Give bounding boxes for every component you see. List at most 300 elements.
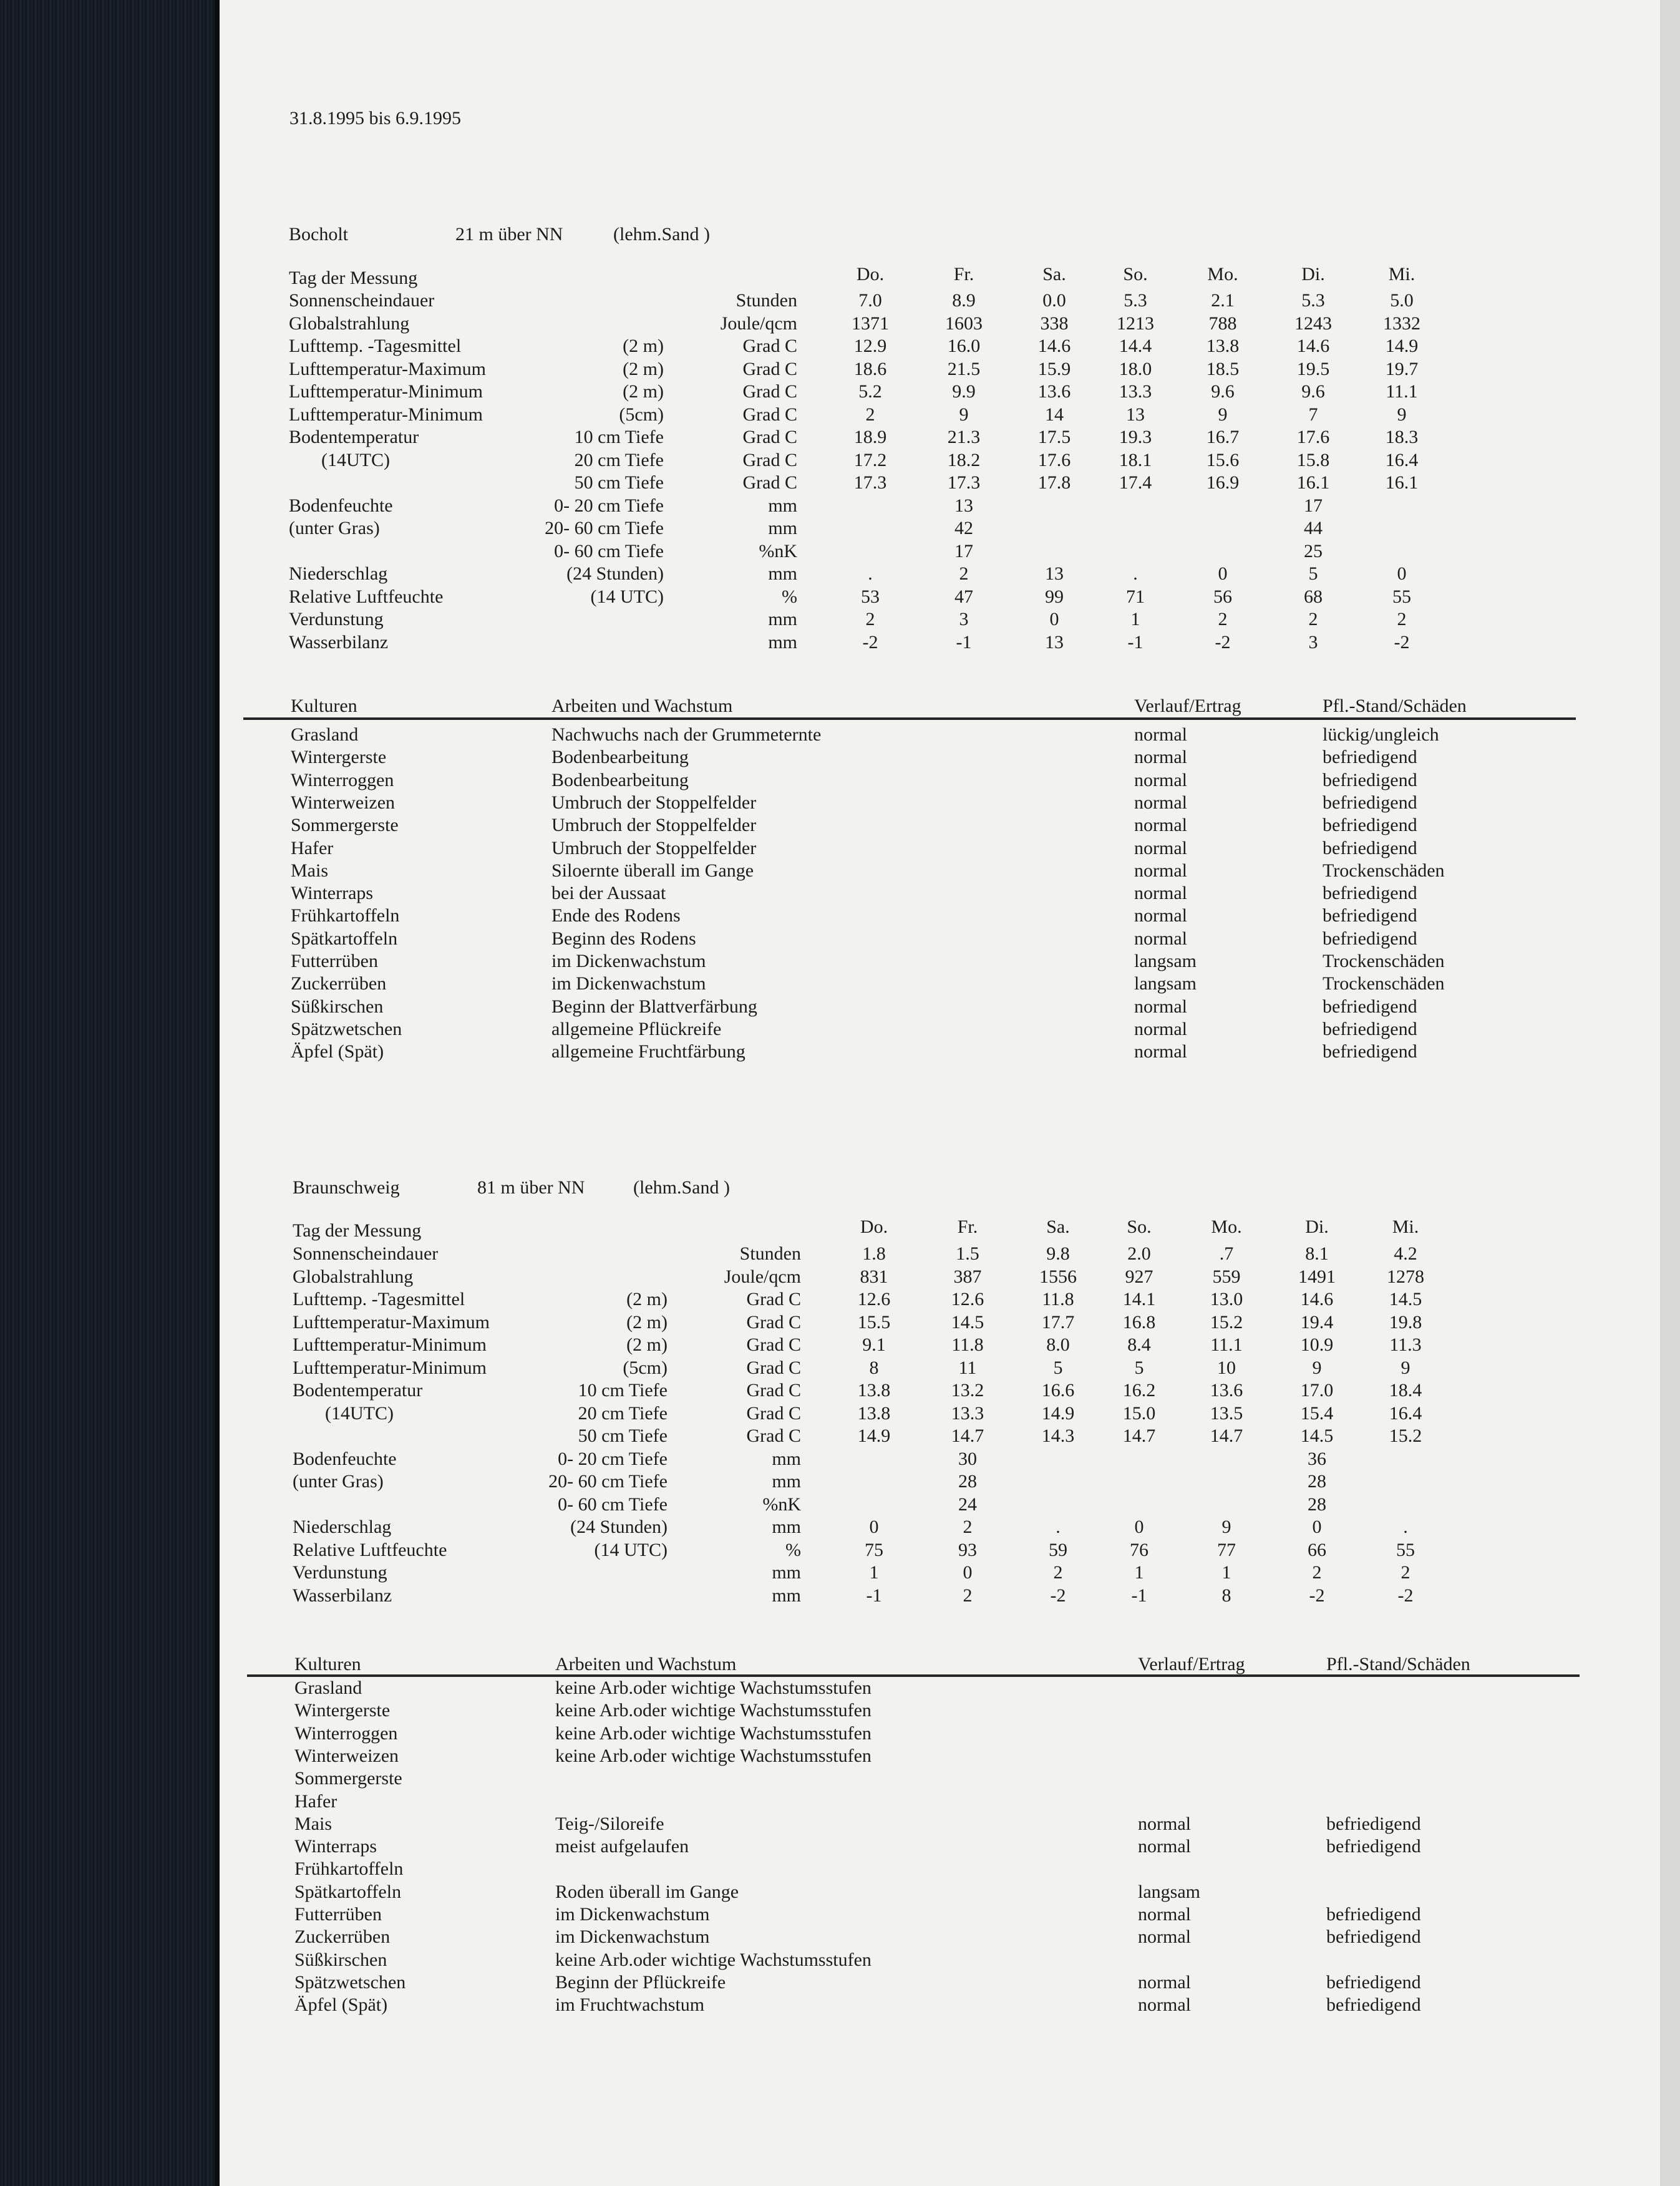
- measurement-unit: Grad C: [746, 1311, 801, 1333]
- crop-condition: befriedigend: [1323, 769, 1417, 790]
- crop-work-status: allgemeine Fruchtfärbung: [551, 1041, 745, 1062]
- measurement-label: Wasserbilanz: [293, 1585, 392, 1606]
- crop-name: Spätzwetschen: [291, 1018, 402, 1039]
- measurement-value: 16.8: [1122, 1311, 1156, 1333]
- crop-name: Wintergerste: [294, 1700, 391, 1721]
- crop-name: Winterraps: [294, 1836, 377, 1857]
- measurement-value: 927: [1125, 1266, 1153, 1287]
- measurement-sublabel: 20- 60 cm Tiefe: [548, 1471, 668, 1492]
- crop-work-status: keine Arb.oder wichtige Wachstumsstufen: [555, 1949, 872, 1970]
- scanner-dark-border: [0, 0, 220, 2186]
- crop-work-status: meist aufgelaufen: [555, 1836, 689, 1857]
- crop-condition: befriedigend: [1323, 928, 1417, 949]
- measurement-value: 13.3: [951, 1402, 984, 1424]
- crop-name: Frühkartoffeln: [294, 1858, 404, 1880]
- crop-condition: befriedigend: [1326, 1994, 1421, 2016]
- measurement-value: 12.6: [951, 1289, 984, 1309]
- measurement-unit: Grad C: [742, 449, 797, 470]
- measurement-value: 5.3: [1124, 290, 1147, 311]
- crop-work-status: Bodenbearbeitung: [551, 769, 689, 790]
- crop-course: normal: [1134, 792, 1187, 813]
- measurement-value: 9.9: [952, 381, 976, 402]
- measurement-value: 55: [1396, 1539, 1415, 1560]
- measurement-value: 25: [1304, 540, 1323, 561]
- crop-condition: befriedigend: [1323, 996, 1417, 1017]
- measurement-sublabel: 20- 60 cm Tiefe: [545, 518, 664, 538]
- date-range: 31.8.1995 bis 6.9.1995: [289, 108, 462, 129]
- measurement-label: Lufttemperatur-Maximum: [289, 358, 486, 379]
- measurement-label: Relative Luftfeuchte: [293, 1539, 447, 1560]
- measurement-value: 16.1: [1296, 472, 1330, 493]
- measurement-value: 5: [1308, 563, 1318, 584]
- measurement-unit: Grad C: [742, 472, 797, 493]
- measurement-unit: mm: [768, 563, 797, 584]
- crop-course: normal: [1134, 724, 1187, 745]
- measurement-value: 1332: [1383, 313, 1420, 334]
- measurement-label: Niederschlag: [293, 1517, 392, 1537]
- measurement-label: Bodentemperatur: [293, 1380, 423, 1401]
- measurement-label: Bodenfeuchte: [289, 495, 393, 516]
- crop-name: Spätzwetschen: [294, 1971, 406, 1993]
- crop-table-header: Kulturen: [294, 1654, 361, 1674]
- crop-condition: befriedigend: [1323, 815, 1417, 836]
- measurement-sublabel: (5cm): [619, 404, 664, 425]
- measurement-value: 17.6: [1037, 449, 1071, 470]
- measurement-value: 0.0: [1042, 290, 1066, 311]
- measurement-unit: Grad C: [746, 1289, 801, 1309]
- measurement-value: -2: [1215, 631, 1231, 653]
- measurement-sublabel: 20 cm Tiefe: [574, 449, 664, 470]
- measurement-unit: %nK: [759, 540, 797, 561]
- measurement-sublabel: (24 Stunden): [566, 563, 664, 584]
- measurement-value: 8.1: [1305, 1243, 1329, 1264]
- measurement-value: 2: [963, 1585, 973, 1606]
- measurement-unit: mm: [768, 631, 797, 653]
- crop-table-rule: [247, 1674, 1580, 1677]
- crop-condition: Trockenschäden: [1323, 973, 1445, 994]
- measurement-value: 1: [869, 1562, 879, 1583]
- measurement-value: 5: [1134, 1357, 1144, 1378]
- measurement-unit: mm: [768, 518, 797, 538]
- crop-work-status: keine Arb.oder wichtige Wachstumsstufen: [555, 1700, 872, 1721]
- measurement-sublabel: (24 Stunden): [570, 1517, 668, 1537]
- measurement-value: 1491: [1298, 1266, 1336, 1287]
- measurement-value: 9: [1221, 1517, 1231, 1537]
- measurement-value: 788: [1208, 313, 1237, 334]
- crop-work-status: keine Arb.oder wichtige Wachstumsstufen: [555, 1745, 872, 1766]
- measurement-unit: Grad C: [746, 1426, 801, 1446]
- measurement-value: -2: [1050, 1585, 1066, 1606]
- crop-name: Grasland: [294, 1678, 362, 1698]
- measurement-sublabel: (2 m): [626, 1334, 668, 1355]
- measurement-value: 44: [1304, 518, 1323, 538]
- measurement-value: 13.2: [951, 1380, 984, 1401]
- measurement-value: 13.5: [1210, 1402, 1243, 1424]
- measurement-sublabel: 10 cm Tiefe: [578, 1380, 668, 1401]
- measurement-unit: mm: [772, 1448, 801, 1469]
- measurement-value: 11.8: [1042, 1289, 1074, 1309]
- measurement-value: 5.2: [858, 381, 882, 402]
- measurement-label: Relative Luftfeuchte: [289, 586, 444, 607]
- measurement-value: .: [1403, 1517, 1408, 1537]
- measurement-label: (unter Gras): [289, 518, 380, 538]
- measurement-value: 1: [1130, 609, 1140, 629]
- measurement-value: 7: [1308, 404, 1318, 425]
- measurement-unit: mm: [772, 1585, 801, 1606]
- crop-work-status: Nachwuchs nach der Grummeternte: [551, 724, 822, 745]
- crop-name: Winterraps: [291, 883, 374, 904]
- measurement-value: 2: [865, 609, 875, 629]
- crop-name: Frühkartoffeln: [291, 905, 400, 926]
- measurement-value: 17.5: [1037, 427, 1071, 447]
- crop-name: Äpfel (Spät): [291, 1041, 384, 1062]
- measurement-value: 13.6: [1037, 381, 1071, 402]
- measurement-value: 16.4: [1385, 449, 1419, 470]
- measurement-value: 1.8: [862, 1243, 886, 1264]
- measurement-value: -1: [1127, 631, 1143, 653]
- measurement-value: 47: [954, 586, 973, 607]
- crop-condition: befriedigend: [1326, 1813, 1421, 1834]
- measurement-value: 14: [1045, 404, 1064, 425]
- crop-course: normal: [1138, 1971, 1191, 1993]
- crop-work-status: Beginn der Blattverfärbung: [551, 996, 757, 1017]
- measurement-label: Globalstrahlung: [289, 313, 410, 334]
- measurement-value: 338: [1040, 313, 1069, 334]
- measurement-value: 3: [1308, 631, 1318, 653]
- measurement-unit: Grad C: [742, 336, 797, 356]
- day-header: So.: [1123, 264, 1148, 284]
- measurement-value: 12.9: [853, 336, 887, 356]
- measurement-value: 15.2: [1389, 1426, 1422, 1446]
- measurement-value: -1: [956, 631, 972, 653]
- measurement-value: 17.3: [947, 472, 981, 493]
- measurement-value: 11.1: [1210, 1334, 1243, 1355]
- measurement-label: Bodentemperatur: [289, 427, 419, 447]
- crop-table-header: Arbeiten und Wachstum: [555, 1654, 737, 1674]
- measurement-unit: Joule/qcm: [720, 313, 797, 334]
- measurement-value: 17: [1304, 495, 1323, 516]
- measurement-value: 1213: [1117, 313, 1154, 334]
- measurement-value: 7.0: [858, 290, 882, 311]
- station-elevation: 81 m über NN: [477, 1177, 585, 1198]
- measurement-value: 14.6: [1300, 1289, 1334, 1309]
- crop-work-status: Siloernte überall im Gange: [551, 860, 754, 881]
- crop-work-status: keine Arb.oder wichtige Wachstumsstufen: [555, 1678, 872, 1698]
- crop-condition: befriedigend: [1323, 1018, 1417, 1039]
- measurement-sublabel: (2 m): [626, 1311, 668, 1333]
- measurement-sublabel: (2 m): [623, 381, 664, 402]
- measurement-value: 1.5: [956, 1243, 979, 1264]
- measurement-value: 13.8: [857, 1402, 891, 1424]
- measurement-value: 30: [958, 1448, 977, 1469]
- measurement-value: 1556: [1039, 1266, 1077, 1287]
- crop-work-status: Roden überall im Gange: [555, 1881, 739, 1902]
- measurement-value: 18.3: [1385, 427, 1419, 447]
- measurement-value: 99: [1045, 586, 1064, 607]
- measurement-value: -1: [1131, 1585, 1147, 1606]
- measurement-value: 18.5: [1206, 358, 1240, 379]
- measurement-label: Verdunstung: [293, 1562, 387, 1583]
- measurement-value: 4.2: [1394, 1243, 1417, 1264]
- crop-course: normal: [1134, 769, 1187, 790]
- measurement-sublabel: 50 cm Tiefe: [574, 472, 664, 493]
- measurement-value: 9: [1397, 404, 1407, 425]
- crop-condition: befriedigend: [1326, 1971, 1421, 1993]
- measurement-value: 42: [954, 518, 973, 538]
- crop-course: normal: [1134, 996, 1187, 1017]
- measurement-label: Wasserbilanz: [289, 631, 389, 653]
- measurement-label: Lufttemperatur-Minimum: [293, 1357, 487, 1378]
- crop-table-header: Pfl.-Stand/Schäden: [1326, 1654, 1470, 1674]
- measurement-value: 15.2: [1210, 1311, 1243, 1333]
- measurement-value: 2: [1312, 1562, 1322, 1583]
- measurement-value: 5: [1053, 1357, 1063, 1378]
- measurement-value: 13.3: [1119, 381, 1152, 402]
- measurement-value: 13: [1126, 404, 1145, 425]
- crop-condition: befriedigend: [1323, 905, 1417, 926]
- measurement-label: Niederschlag: [289, 563, 388, 584]
- crop-condition: befriedigend: [1323, 883, 1417, 904]
- measurement-value: 16.6: [1041, 1380, 1075, 1401]
- measurement-value: 1278: [1387, 1266, 1424, 1287]
- measurement-value: 16.1: [1385, 472, 1419, 493]
- crop-condition: Trockenschäden: [1323, 951, 1445, 971]
- measurement-value: 11.1: [1386, 381, 1418, 402]
- measurement-value: 24: [958, 1494, 977, 1515]
- crop-course: normal: [1138, 1904, 1191, 1925]
- crop-condition: befriedigend: [1326, 1836, 1421, 1857]
- day-header: Mo.: [1211, 1217, 1242, 1237]
- measurement-unit: Grad C: [746, 1357, 801, 1378]
- measurement-value: 18.2: [947, 449, 981, 470]
- crop-work-status: Umbruch der Stoppelfelder: [551, 837, 757, 858]
- measurement-value: 17.6: [1296, 427, 1330, 447]
- measurement-value: 19.3: [1119, 427, 1152, 447]
- measurement-value: 2: [1053, 1562, 1063, 1583]
- day-header: Mo.: [1207, 264, 1238, 284]
- crop-work-status: im Dickenwachstum: [551, 951, 706, 971]
- measurement-value: 12.6: [857, 1289, 891, 1309]
- measurement-value: 15.6: [1206, 449, 1240, 470]
- measurement-value: 14.7: [951, 1426, 984, 1446]
- measurement-value: 18.6: [853, 358, 887, 379]
- measurement-value: 11: [958, 1357, 977, 1378]
- measurement-unit: mm: [772, 1471, 801, 1492]
- crop-table-header: Verlauf/Ertrag: [1134, 696, 1241, 716]
- measurement-value: 14.4: [1119, 336, 1152, 356]
- measurement-value: 13.8: [1206, 336, 1240, 356]
- measurement-value: 17.0: [1300, 1380, 1334, 1401]
- measurement-sublabel: (5cm): [623, 1357, 668, 1378]
- crop-table-header: Arbeiten und Wachstum: [551, 696, 733, 716]
- measurement-value: 14.6: [1037, 336, 1071, 356]
- measurement-value: 18.4: [1389, 1380, 1422, 1401]
- crop-course: normal: [1134, 1041, 1187, 1062]
- measurement-unit: mm: [772, 1517, 801, 1537]
- measurement-value: 387: [953, 1266, 982, 1287]
- measurement-value: 21.3: [947, 427, 981, 447]
- crop-name: Mais: [294, 1813, 332, 1834]
- measurement-value: 17.3: [853, 472, 887, 493]
- measurement-value: 9: [959, 404, 969, 425]
- measurement-value: 17.8: [1037, 472, 1071, 493]
- measurement-value: 1: [1221, 1562, 1231, 1583]
- day-header: Fr.: [953, 264, 974, 284]
- measurement-unit: Grad C: [746, 1380, 801, 1401]
- measurement-value: 18.9: [853, 427, 887, 447]
- measurement-value: 9.6: [1301, 381, 1325, 402]
- measurement-value: 14.9: [857, 1426, 891, 1446]
- measurement-value: 15.9: [1037, 358, 1071, 379]
- measurement-value: 19.5: [1296, 358, 1330, 379]
- measurement-value: 17.4: [1119, 472, 1152, 493]
- measurement-value: 15.4: [1300, 1402, 1334, 1424]
- measurement-value: 2: [1397, 609, 1407, 629]
- measurement-value: 13: [1045, 563, 1064, 584]
- measurement-label: Globalstrahlung: [293, 1266, 414, 1287]
- measurement-unit: Grad C: [742, 358, 797, 379]
- measurement-value: 14.9: [1041, 1402, 1075, 1424]
- crop-course: normal: [1138, 1813, 1191, 1834]
- measurement-value: 59: [1049, 1539, 1067, 1560]
- measurement-unit: %: [782, 586, 797, 607]
- crop-course: langsam: [1134, 973, 1197, 994]
- measurement-value: 53: [861, 586, 880, 607]
- crop-course: normal: [1134, 883, 1187, 904]
- measurement-value: 18.0: [1119, 358, 1152, 379]
- day-header: Mi.: [1388, 264, 1415, 284]
- measurement-day-label: Tag der Messung: [293, 1220, 422, 1241]
- measurement-value: 15.8: [1296, 449, 1330, 470]
- measurement-value: 56: [1213, 586, 1232, 607]
- crop-name: Winterweizen: [291, 792, 396, 813]
- day-header: Sa.: [1046, 1217, 1070, 1237]
- crop-name: Futterrüben: [291, 951, 378, 971]
- measurement-value: 19.8: [1389, 1311, 1422, 1333]
- measurement-value: 76: [1130, 1539, 1148, 1560]
- measurement-value: 831: [860, 1266, 888, 1287]
- measurement-value: 2: [865, 404, 875, 425]
- crop-work-status: Umbruch der Stoppelfelder: [551, 792, 757, 813]
- measurement-value: 2: [1308, 609, 1318, 629]
- crop-condition: lückig/ungleich: [1323, 724, 1439, 745]
- measurement-value: 5.3: [1301, 290, 1325, 311]
- crop-name: Spätkartoffeln: [294, 1881, 402, 1902]
- measurement-value: -2: [1397, 1585, 1414, 1606]
- measurement-unit: Grad C: [742, 427, 797, 447]
- crop-condition: befriedigend: [1326, 1926, 1421, 1948]
- measurement-value: 17.7: [1041, 1311, 1075, 1333]
- crop-condition: Trockenschäden: [1323, 860, 1445, 881]
- measurement-value: 13.8: [857, 1380, 891, 1401]
- measurement-value: 18.1: [1119, 449, 1152, 470]
- measurement-value: 13.0: [1210, 1289, 1243, 1309]
- measurement-value: 19.7: [1385, 358, 1419, 379]
- crop-work-status: im Dickenwachstum: [555, 1904, 710, 1925]
- measurement-value: 16.2: [1122, 1380, 1156, 1401]
- measurement-value: 0: [1397, 563, 1407, 584]
- measurement-unit: Stunden: [736, 290, 797, 311]
- measurement-value: 75: [865, 1539, 883, 1560]
- measurement-value: 9: [1312, 1357, 1322, 1378]
- crop-name: Grasland: [291, 724, 359, 745]
- measurement-label: Lufttemperatur-Maximum: [293, 1311, 490, 1333]
- measurement-value: 2: [959, 563, 969, 584]
- measurement-value: 8.9: [952, 290, 976, 311]
- measurement-unit: Grad C: [746, 1402, 801, 1424]
- measurement-value: 8: [1221, 1585, 1231, 1606]
- measurement-value: 14.5: [1389, 1289, 1422, 1309]
- measurement-value: 10.9: [1300, 1334, 1334, 1355]
- crop-name: Winterroggen: [294, 1722, 398, 1744]
- measurement-label: Verdunstung: [289, 609, 384, 629]
- measurement-value: .7: [1219, 1243, 1234, 1264]
- measurement-unit: mm: [768, 495, 797, 516]
- measurement-sublabel: (2 m): [623, 358, 664, 379]
- crop-name: Süßkirschen: [291, 996, 384, 1017]
- measurement-value: 559: [1212, 1266, 1241, 1287]
- station-elevation: 21 m über NN: [455, 224, 563, 245]
- crop-work-status: im Fruchtwachstum: [555, 1994, 705, 2016]
- crop-name: Spätkartoffeln: [291, 928, 398, 949]
- measurement-value: 9.6: [1211, 381, 1235, 402]
- crop-course: normal: [1138, 1836, 1191, 1857]
- day-header: So.: [1127, 1217, 1152, 1237]
- measurement-value: 16.4: [1389, 1402, 1422, 1424]
- crop-course: normal: [1138, 1926, 1191, 1948]
- measurement-value: 10: [1217, 1357, 1236, 1378]
- crop-course: normal: [1134, 1018, 1187, 1039]
- crop-name: Winterroggen: [291, 769, 394, 790]
- measurement-label: Lufttemp. -Tagesmittel: [293, 1289, 465, 1309]
- measurement-sublabel: (14 UTC): [590, 586, 664, 607]
- measurement-value: 16.0: [947, 336, 981, 356]
- measurement-value: .: [1133, 563, 1138, 584]
- crop-work-status: Umbruch der Stoppelfelder: [551, 815, 757, 836]
- station-name: Bocholt: [289, 224, 348, 245]
- crop-work-status: keine Arb.oder wichtige Wachstumsstufen: [555, 1722, 872, 1744]
- crop-condition: befriedigend: [1323, 747, 1417, 768]
- crop-course: normal: [1134, 747, 1187, 768]
- crop-name: Sommergerste: [294, 1768, 402, 1789]
- measurement-sublabel: 0- 60 cm Tiefe: [554, 540, 664, 561]
- measurement-value: 1243: [1294, 313, 1332, 334]
- measurement-value: -2: [1394, 631, 1410, 653]
- measurement-unit: mm: [768, 609, 797, 629]
- measurement-label: Lufttemperatur-Minimum: [289, 404, 483, 425]
- crop-table-header: Pfl.-Stand/Schäden: [1323, 696, 1467, 716]
- measurement-value: 93: [958, 1539, 977, 1560]
- crop-work-status: im Dickenwachstum: [555, 1926, 710, 1948]
- crop-work-status: Teig-/Siloreife: [555, 1813, 664, 1834]
- measurement-value: 8: [869, 1357, 879, 1378]
- measurement-sublabel: 50 cm Tiefe: [578, 1426, 668, 1446]
- crop-name: Winterweizen: [294, 1745, 399, 1766]
- measurement-value: 0: [1312, 1517, 1322, 1537]
- measurement-value: 16.9: [1206, 472, 1240, 493]
- crop-course: normal: [1134, 928, 1187, 949]
- measurement-value: 28: [958, 1471, 977, 1492]
- crop-course: normal: [1134, 837, 1187, 858]
- day-header: Fr.: [957, 1217, 978, 1237]
- measurement-value: 14.9: [1385, 336, 1419, 356]
- crop-table-header: Verlauf/Ertrag: [1138, 1654, 1245, 1674]
- measurement-value: 15.0: [1122, 1402, 1156, 1424]
- measurement-unit: %nK: [762, 1494, 801, 1515]
- measurement-label: (unter Gras): [293, 1471, 384, 1492]
- measurement-unit: %: [785, 1539, 801, 1560]
- crop-work-status: im Dickenwachstum: [551, 973, 706, 994]
